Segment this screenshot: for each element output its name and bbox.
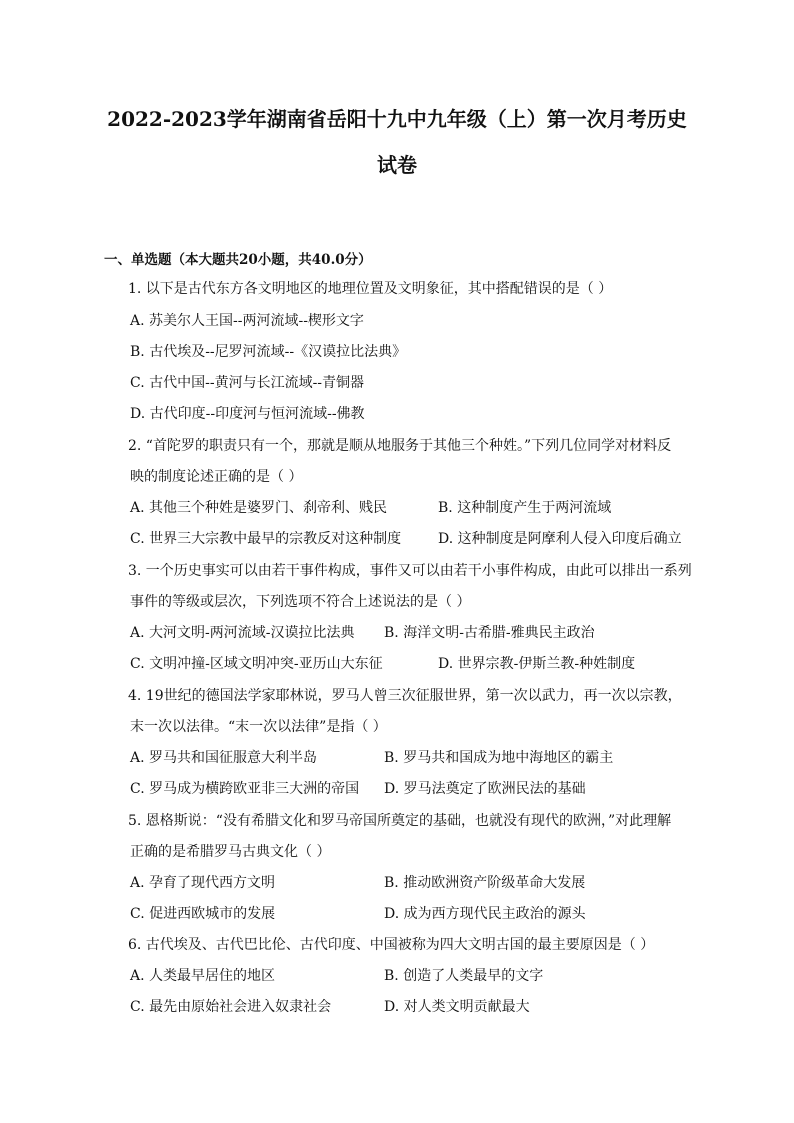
question-3-stem-line-2: 事件的等级或层次，下列选项不符合上述说法的是（ ） xyxy=(130,594,471,610)
title-line-2: 试卷 xyxy=(377,153,417,177)
question-3-stem-line-1: 3. 一个历史事实可以由若干事件构成，事件又可以由若干小事件构成，由此可以排出一系列 xyxy=(128,563,692,579)
question-5-option-a: A. 孕育了现代西方文明 xyxy=(130,875,276,891)
question-4-stem-line-1: 4. 19世纪的德国法学家耶林说，罗马人曾三次征服世界，第一次以武力，再一次以宗教， xyxy=(128,688,682,704)
question-6-stem: 6. 古代埃及、古代巴比伦、古代印度、中国被称为四大文明古国的最主要原因是（ ） xyxy=(128,937,655,953)
question-1-option-c: C. 古代中国--黄河与长江流域--青铜器 xyxy=(130,375,365,391)
question-2-stem-line-2: 映的制度论述正确的是（ ） xyxy=(130,469,303,485)
question-3-option-a: A. 大河文明-两河流域-汉谟拉比法典 xyxy=(130,625,355,641)
question-4-option-a: A. 罗马共和国征服意大利半岛 xyxy=(130,750,318,766)
question-5-stem-line-2: 正确的是希腊罗马古典文化（ ） xyxy=(130,844,331,860)
question-2-option-b: B. 这种制度产生于两河流域 xyxy=(438,500,612,516)
question-4-option-b: B. 罗马共和国成为地中海地区的霸主 xyxy=(384,750,614,766)
question-5-stem-line-1: 5. 恩格斯说：“没有希腊文化和罗马帝国所奠定的基础，也就没有现代的欧洲，”对此理解 xyxy=(128,813,672,829)
question-4-option-d: D. 罗马法奠定了欧洲民法的基础 xyxy=(384,781,586,797)
section-heading: 一、单选题（本大题共20小题，共40.0分） xyxy=(104,252,372,268)
question-5-option-b: B. 推动欧洲资产阶级革命大发展 xyxy=(384,875,586,891)
question-3-option-c: C. 文明冲撞-区域文明冲突-亚历山大东征 xyxy=(130,656,383,672)
question-1-option-d: D. 古代印度--印度河与恒河流域--佛教 xyxy=(130,406,365,422)
question-6-option-a: A. 人类最早居住的地区 xyxy=(130,968,276,984)
question-2-stem-line-1: 2. “首陀罗的职责只有一个，那就是顺从地服务于其他三个种姓。”下列几位同学对材料反 xyxy=(128,438,672,454)
question-1-option-b: B. 古代埃及--尼罗河流域--《汉谟拉比法典》 xyxy=(130,344,407,360)
question-4-stem-line-2: 末一次以法律。“末一次以法律”是指（ ） xyxy=(130,719,387,735)
question-6-option-b: B. 创造了人类最早的文字 xyxy=(384,968,544,984)
question-6-option-c: C. 最先由原始社会进入奴隶社会 xyxy=(130,999,332,1015)
document-title xyxy=(90,96,704,188)
question-2-option-a: A. 其他三个种姓是婆罗门、刹帝利、贱民 xyxy=(130,500,388,516)
question-5-option-d: D. 成为西方现代民主政治的源头 xyxy=(384,906,586,922)
question-2-option-d: D. 这种制度是阿摩利人侵入印度后确立 xyxy=(438,531,682,547)
question-3-option-d: D. 世界宗教-伊斯兰教-种姓制度 xyxy=(438,656,636,672)
question-5-option-c: C. 促进西欧城市的发展 xyxy=(130,906,276,922)
title-line-1: 2022-2023学年湖南省岳阳十九中九年级（上）第一次月考历史 xyxy=(107,107,687,131)
question-6-option-d: D. 对人类文明贡献最大 xyxy=(384,999,530,1015)
question-1-option-a: A. 苏美尔人王国--两河流域--楔形文字 xyxy=(130,313,364,329)
question-4-option-c: C. 罗马成为横跨欧亚非三大洲的帝国 xyxy=(130,781,360,797)
question-2-option-c: C. 世界三大宗教中最早的宗教反对这种制度 xyxy=(130,531,402,547)
question-3-option-b: B. 海洋文明-古希腊-雅典民主政治 xyxy=(384,625,595,641)
question-1-stem: 1. 以下是古代东方各文明地区的地理位置及文明象征，其中搭配错误的是（ ） xyxy=(128,281,613,297)
